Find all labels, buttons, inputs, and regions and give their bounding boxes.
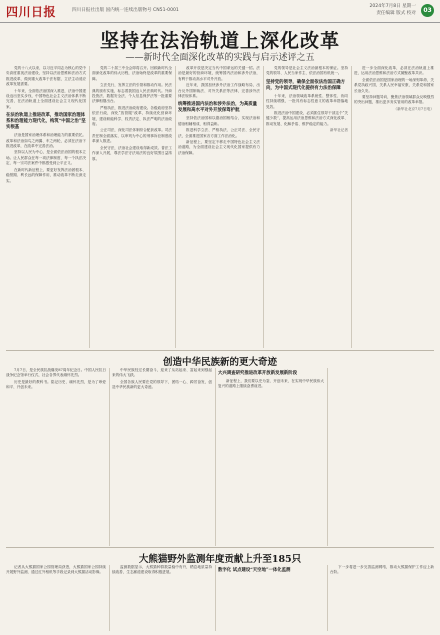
article-column-4 — [266, 66, 348, 348]
paragraph: 要坚持问题导向，聚焦法治领域群众反映强烈的突出问题，推出更多务实管用的改革举措。 — [354, 95, 434, 105]
publication-meta: 四川日报社出版 国内统一连续出版物号 CN51-0001 — [72, 8, 179, 13]
paragraph: 全面依法治国是国家治理的一场深刻革命，关系党执政兴国，关系人民幸福安康，关系党和国家长治久安。 — [354, 77, 434, 93]
section2-column-3 — [218, 565, 324, 631]
article-byline: 新华社记者 — [330, 128, 348, 133]
paragraph: 立法先行，发挥立法的引领和推动作用。民法典的颁布实施，标志着我国迈入民法典时代。外商投资法、数据安全法、个人信息保护法等一批重要法律相继出台。 — [92, 83, 172, 104]
column-subhead: 在法治轨道上推进改革，推动国家治理体系和治理能力现代化，构筑“中国之治”坚实根基 — [6, 113, 86, 131]
section-divider — [6, 547, 434, 548]
paragraph: 下一步将进一步完善监测网络，推动大熊猫保护工作迈上新台阶。 — [330, 565, 434, 575]
paragraph: 坚持依法治国和以德治国相结合，实现法治和德治相辅相成、相得益彰。 — [178, 116, 260, 126]
paragraph: 党的十八大以来，以习近平同志为核心的党中央高度重视法治建设，坚持以法治思维和法治方式推进改革，做到重大改革于法有据，立法主动适应改革发展需要。 — [6, 66, 86, 87]
section2-column-4 — [330, 565, 434, 631]
paragraph: 十年来，法治领域改革系统性、整体性、协同性持续增强，一批具有标志性意义的改革举措落地见效。 — [266, 93, 348, 109]
column-subhead: 大兴调查研究推进改革开放新发展新阶段 — [218, 371, 298, 376]
section-title-1: 创造中华民族新的更大奇迹 — [162, 357, 277, 368]
paragraph: 党的领导是社会主义法治最根本的保证。坚持党的领导、人民当家作主、依法治国有机统一。 — [266, 66, 348, 76]
paragraph: 新征程上，要坚定不移走中国特色社会主义法治道路，为全面建设社会主义现代化国家提供有力法治保障。 — [178, 140, 260, 155]
column-divider — [327, 368, 328, 546]
masthead-right — [369, 3, 416, 17]
column-divider — [215, 565, 216, 631]
paragraph: 监测数据显示，大熊猫种群数量稳中有升，栖息地质量持续改善，生态廊道建设取得积极进展。 — [112, 565, 212, 575]
paragraph: 全国各族人民要在党的领导下，团结一心、踔厉奋发，创造中华民族新的更大奇迹。 — [112, 379, 212, 390]
column-divider — [109, 565, 110, 631]
paragraph: 新征程上，我们要以史为鉴、开创未来，在实现中华民族伟大复兴的道路上继续奋勇前进。 — [218, 379, 324, 389]
section2-column-2 — [112, 565, 212, 631]
paragraph: 推进法治中国建设，必须抓住领导干部这个“关键少数”，提高运用法治思维和法治方式深化改革、推动发展、化解矛盾、维护稳定的能力。 — [266, 111, 348, 126]
article-column-2 — [92, 66, 172, 348]
paragraph: 全民守法，法治社会建设取得新成效。普法工作深入开展，尊法学法守法用法的良好氛围日益浓厚。 — [92, 145, 172, 161]
column-divider — [89, 66, 90, 348]
column-divider — [215, 368, 216, 546]
paragraph: 改革开放是决定当代中国命运的关键一招。法治是最好的营商环境，统筹国内法治和涉外法治，有利于推动高水平对外开放。 — [178, 66, 260, 81]
page-subheadline: ——新时代全面深化改革的实践与启示述评之五 — [125, 53, 315, 63]
column-divider — [175, 66, 176, 348]
section1-column-3 — [218, 368, 324, 546]
article-column-3 — [178, 66, 260, 348]
paragraph: 推进科学立法、严格执法、公正司法、全民守法，全面推进国家各方面工作法治化。 — [178, 128, 260, 138]
paragraph: 党的二十届三中全会即将召开。回顾新时代全面深化改革的伟大历程，法治始终是改革的重要保障。 — [92, 66, 172, 81]
paragraph: 历史是最好的教科书。铭记历史、缅怀先烈，是为了珍爱和平、开创未来。 — [6, 379, 106, 390]
article-column-5 — [354, 66, 434, 348]
editor-line: 责任编辑 版式 校对 — [376, 11, 416, 16]
article-column-1 — [6, 66, 86, 348]
article-dateline: （新华社北京7月7日电） — [393, 106, 434, 111]
column-subhead: 数字化 试点建设“天空地”一体化监测 — [218, 568, 291, 573]
page-headline: 坚持在法治轨道上深化改革 — [99, 30, 340, 52]
paragraph: 中华民族经过长期奋斗，迎来了从站起来、富起来到强起来的伟大飞跃。 — [112, 368, 212, 378]
section1-column-1 — [6, 368, 106, 546]
paragraph: 严格执法，推进法治政府建设。各级政府坚持依法行政，深化“放管服”改革，持续优化营商环境，建设职能科学、权责法定、执法严明的法治政府。 — [92, 105, 172, 127]
column-subhead: 统筹推进国内法治和涉外法治，为高质量发展和高水平对外开放保驾护航 — [178, 102, 258, 114]
column-divider — [109, 368, 110, 546]
section-divider — [6, 350, 434, 351]
section-title-2: 大熊猫野外监测年度贡献上升至185只 — [138, 554, 302, 565]
page-number-badge: 03 — [421, 4, 434, 17]
column-divider — [351, 66, 352, 348]
column-divider — [263, 66, 264, 348]
paragraph: 法治是国家治理体系和治理能力的重要依托。改革和法治如鸟之两翼、车之两轮，必须在法治下推进改革，在改革中完善法治。 — [6, 133, 86, 149]
paragraph: 十年来，全面依法治国深入推进，法治中国建设迈出坚实步伐，中国特色社会主义法治体系不断完善，在法治轨道上全面建设社会主义现代化国家。 — [6, 88, 86, 109]
paragraph: 公正司法，深化司法体制综合配套改革。司法责任制全面落实，以审判为中心的刑事诉讼制度改革深入推进。 — [92, 128, 172, 144]
section1-column-4 — [330, 368, 434, 546]
paragraph: 7月7日，是全民族抗战爆发87周年纪念日。中国人民抗日战争纪念馆举行仪式，社会各界代表缅怀先烈。 — [6, 368, 106, 378]
paragraph: 进一步全面深化改革，必须在法治轨道上推进，运用法治思维和法治方式凝聚改革共识。 — [354, 66, 434, 76]
paragraph: 坚持以人民为中心，是全面依法治国的根本立场。让人民群众在每一项法律制度、每一个执法决定、每一宗司法案件中都感受到公平正义。 — [6, 150, 86, 166]
section2-column-1 — [6, 565, 106, 631]
issue-date: 2024年7月8日 星期一 — [369, 4, 416, 9]
paragraph: 在新时代新征程上，要更好发挥法治固根本、稳预期、利长远的保障作用，推动改革不断走深走实。 — [6, 167, 86, 183]
section1-column-2 — [112, 368, 212, 546]
newspaper-logo: 四川日报 — [6, 5, 57, 19]
column-divider — [327, 565, 328, 631]
paragraph: 记者从大熊猫国家公园管理局获悉，大熊猫国家公园持续开展野外监测，通过红外相机等手段记录到大熊猫活动影像。 — [6, 565, 106, 575]
paragraph: 近年来，我国加快涉外法治工作战略布局，出台反外国制裁法、对外关系法等法律，完善涉外法律法规体系。 — [178, 83, 260, 99]
masthead — [0, 0, 440, 23]
column-subhead: 坚持党的领导，确保全面依法治国正确方向，为中国式现代化提供有力法治保障 — [266, 79, 346, 91]
